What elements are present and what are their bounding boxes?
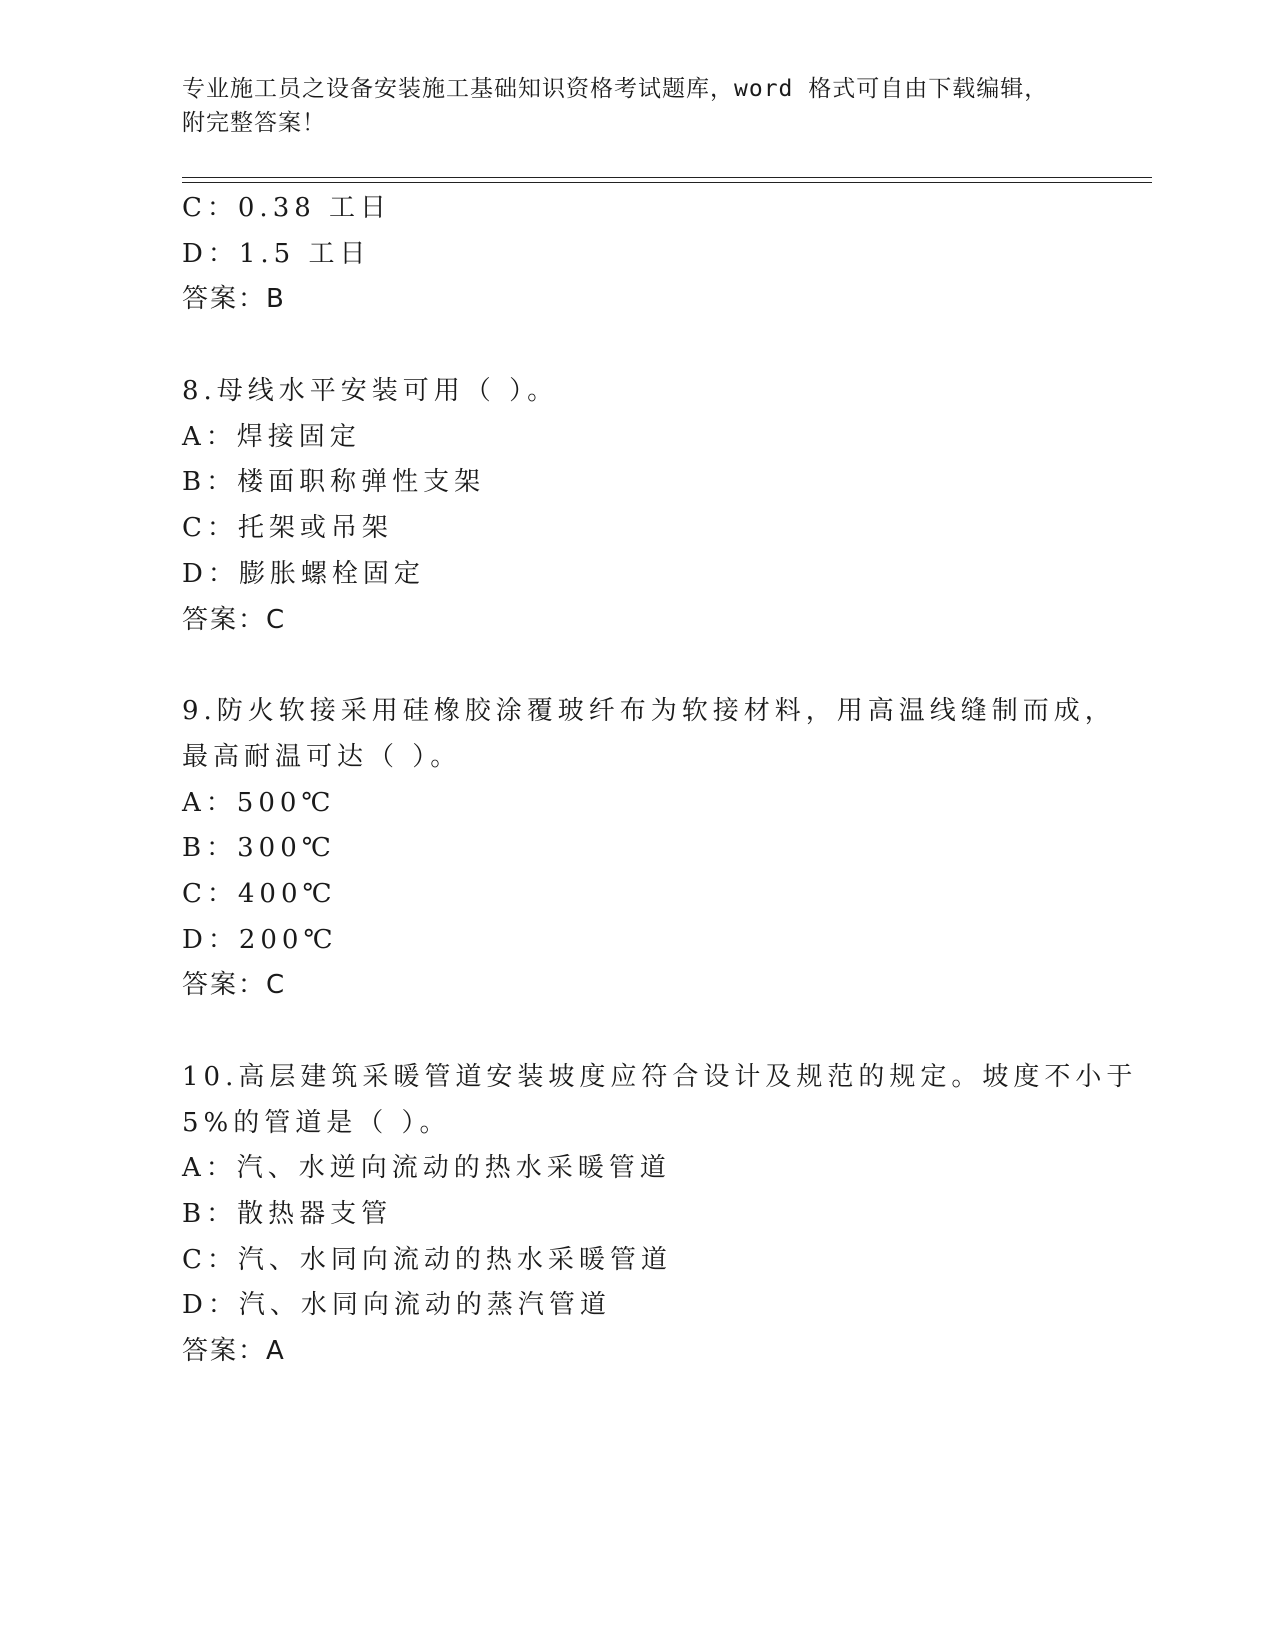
option-c: C：汽、水同向流动的热水采暖管道 <box>182 1244 672 1275</box>
question-stem-continued: 5%的管道是（ ）。 <box>182 1107 451 1138</box>
header-divider-top <box>182 177 1152 178</box>
answer-line: 答案：C <box>182 604 287 635</box>
answer-line: 答案：C <box>182 970 287 1001</box>
option-c: C：400℃ <box>182 878 337 909</box>
option-d: D：膨胀螺栓固定 <box>182 558 425 589</box>
option-a: A：汽、水逆向流动的热水采暖管道 <box>182 1153 671 1184</box>
spacer <box>182 1009 1162 1055</box>
question-stem-continued: 最高耐温可达（ ）。 <box>182 741 462 772</box>
option-d: D：200℃ <box>182 924 338 955</box>
header-line-1: 专业施工员之设备安装施工基础知识资格考试题库，word 格式可自由下载编辑， <box>182 76 1049 102</box>
partial-question <box>182 186 1162 323</box>
option-d: D：1.5 工日 <box>182 238 371 269</box>
option-b: B：楼面职称弹性支架 <box>182 467 486 498</box>
answer-line: 答案：A <box>182 1336 286 1367</box>
option-d: D：汽、水同向流动的蒸汽管道 <box>182 1290 611 1321</box>
option-a: A：500℃ <box>182 787 336 818</box>
option-a: A：焊接固定 <box>182 421 361 452</box>
spacer <box>182 643 1162 689</box>
answer-line: 答案：B <box>182 284 286 315</box>
question-stem: 8.母线水平安装可用（ ）。 <box>182 376 559 407</box>
option-b: B：散热器支管 <box>182 1199 393 1230</box>
option-c: C：0.38 工日 <box>182 193 392 223</box>
question-stem: 10.高层建筑采暖管道安装坡度应符合设计及规范的规定。坡度不小于 <box>182 1062 1138 1092</box>
document-header <box>182 72 1082 140</box>
spacer <box>182 323 1162 369</box>
question-8 <box>182 369 1162 643</box>
question-list <box>182 186 1162 1375</box>
header-line-2: 附完整答案！ <box>182 110 326 136</box>
header-divider-bottom <box>182 182 1152 183</box>
question-10 <box>182 1055 1162 1375</box>
question-stem: 9.防火软接采用硅橡胶涂覆玻纤布为软接材料，用高温线缝制而成， <box>182 696 1116 727</box>
option-c: C：托架或吊架 <box>182 513 393 544</box>
question-9 <box>182 689 1162 1009</box>
option-b: B：300℃ <box>182 833 336 864</box>
